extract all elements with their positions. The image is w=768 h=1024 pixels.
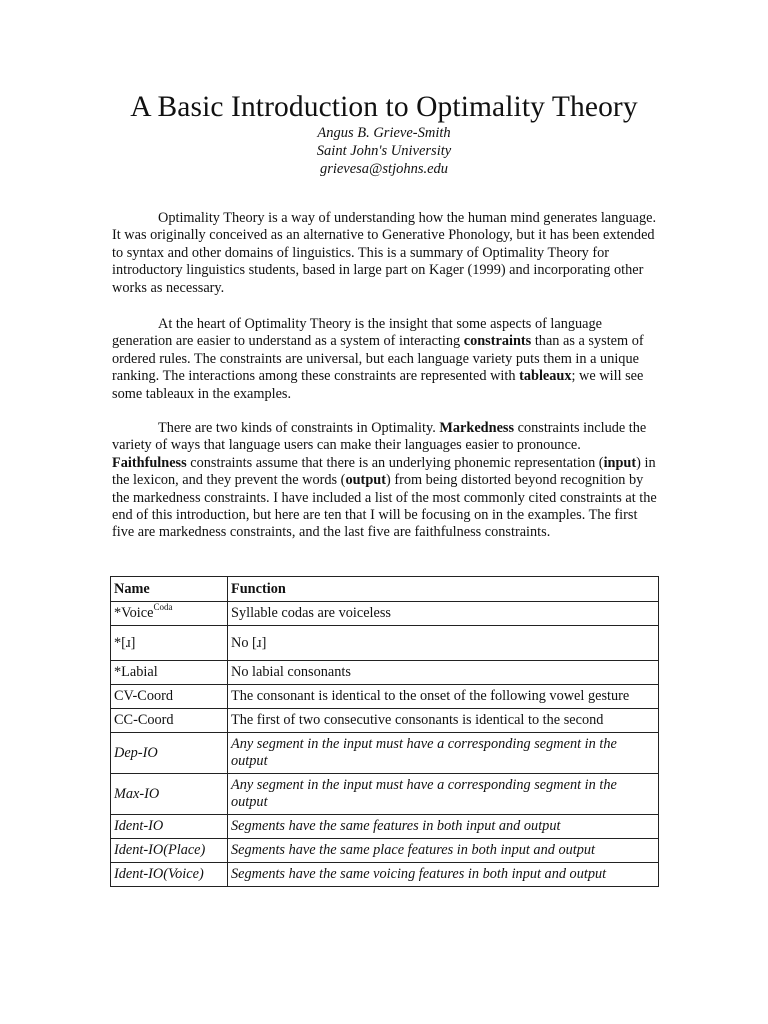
constraint-name: Ident-IO <box>111 815 228 839</box>
paragraph-kinds <box>112 420 658 542</box>
constraint-name: *[ɹ] <box>111 626 228 661</box>
constraint-function: No labial consonants <box>228 661 659 685</box>
paragraph-kinds-text-e: constraints assume that there is an underlying phonemic representation ( <box>186 454 604 471</box>
constraint-name: Ident-IO(Place) <box>111 839 228 863</box>
constraint-function: The first of two consecutive consonants is identical to the second <box>228 709 659 733</box>
table-row <box>111 863 659 887</box>
constraint-name: *Labial <box>111 661 228 685</box>
constraint-function: Segments have the same place features in both input and output <box>228 839 659 863</box>
paragraph-kinds-text-a: There are two kinds of constraints in Optimality. <box>158 420 440 436</box>
term-output: output <box>345 472 386 489</box>
table-row <box>111 661 659 685</box>
constraint-name: CC-Coord <box>111 709 228 733</box>
constraint-name: Dep-IO <box>111 733 228 774</box>
table-row <box>111 685 659 709</box>
paragraph-constraints <box>112 316 658 403</box>
term-faithfulness: Faithfulness <box>112 454 187 471</box>
column-header-name: Name <box>111 577 228 602</box>
constraint-function: Any segment in the input must have a corresponding segment in the output <box>228 774 659 815</box>
constraint-name: CV-Coord <box>111 685 228 709</box>
paragraph-kinds-text-c: constraints include the variety of ways that language users can make their languages easier to pronounce. <box>112 420 647 454</box>
constraint-function: Syllable codas are voiceless <box>228 602 659 626</box>
constraint-function: Segments have the same voicing features in both input and output <box>228 863 659 887</box>
term-constraints: constraints <box>463 333 532 350</box>
paper-title: A Basic Introduction to Optimality Theory <box>130 91 638 123</box>
constraint-function: The consonant is identical to the onset of the following vowel gesture <box>228 685 659 709</box>
constraint-name: Max-IO <box>111 774 228 815</box>
table-row <box>111 709 659 733</box>
table-row <box>111 626 659 661</box>
author-email: grievesa@stjohns.edu <box>319 161 449 177</box>
paragraph-kinds-text-i: ) from being distorted beyond recognition by the markedness constraints. I have included a list of the most commonly cited constraints at the end of this introduction, but here are ten that I will be focusing on in the examples. The first five are markedness constraints, and the last five are faithfulness constraints. <box>112 472 657 541</box>
constraint-function: Segments have the same features in both input and output <box>228 815 659 839</box>
paragraph-constraints-text-a: At the heart of Optimality Theory is the insight that some aspects of language generation are easier to understand as a system of interacting <box>112 316 603 350</box>
term-input: input <box>603 454 637 471</box>
constraint-name: Ident-IO(Voice) <box>111 863 228 887</box>
paragraph-kinds-text-g: ) in the lexicon, and they prevent the words ( <box>112 454 656 489</box>
author-name: Angus B. Grieve-Smith <box>317 125 451 141</box>
constraints-table <box>110 576 659 887</box>
constraint-name <box>111 602 228 626</box>
paragraph-intro-text: Optimality Theory is a way of understanding how the human mind generates language. It was originally conceived as an alternative to Generative Phonology, but it has been extended to syntax and other domains of linguistics. This is a summary of Optimality Theory for introductory linguistics students, based in large part on Kager (1999) and incorporating other works as necessary. <box>112 210 657 296</box>
table-row <box>111 733 659 774</box>
table-row <box>111 602 659 626</box>
constraint-function: No [ɹ] <box>228 626 659 661</box>
paragraph-constraints-text-e: ; we will see some tableaux in the examples. <box>112 368 644 402</box>
table-row <box>111 839 659 863</box>
term-tableaux: tableaux <box>519 368 572 385</box>
column-header-function: Function <box>228 577 659 602</box>
constraint-function: Any segment in the input must have a corresponding segment in the output <box>228 733 659 774</box>
byline <box>0 124 768 178</box>
constraint-name-text: *Voice <box>114 605 154 621</box>
paragraph-constraints-text-c: than as a system of ordered rules. The constraints are universal, but each language variety puts them in a unique ranking. The interactions among these constraints are represented with <box>112 333 644 385</box>
term-markedness: Markedness <box>439 420 515 436</box>
author-affiliation: Saint John's University <box>316 143 452 159</box>
constraint-superscript: Coda <box>153 602 173 612</box>
table-header-row <box>111 577 659 602</box>
table-row <box>111 815 659 839</box>
paragraph-intro <box>112 210 658 297</box>
table-row <box>111 774 659 815</box>
